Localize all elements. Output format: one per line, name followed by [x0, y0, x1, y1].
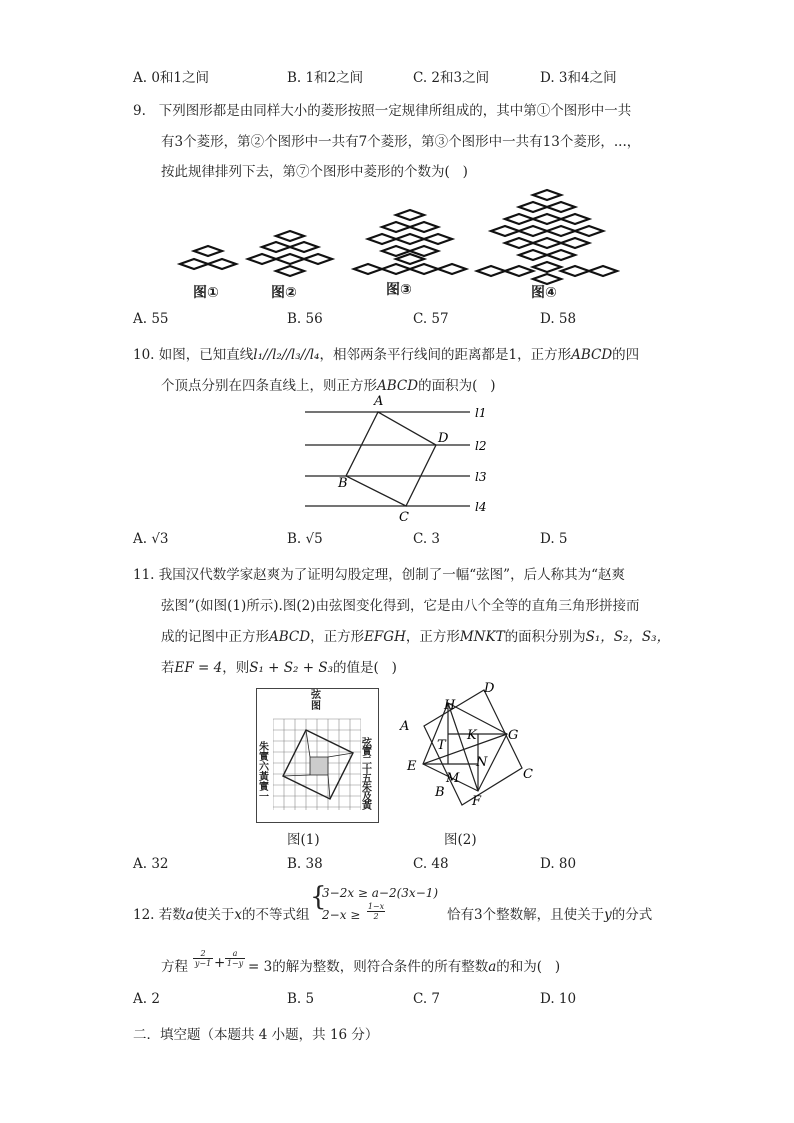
q8-option-c: C. 2和3之间 — [413, 70, 490, 86]
q10-square-name-2: ABCD — [377, 378, 419, 394]
q11-line4e: 的值是( ) — [333, 660, 397, 676]
chord-diagram-left-text: 朱實六黃實一 — [259, 742, 269, 803]
q10-parallel-lines: l₁//l₂//l₃//l₄ — [253, 347, 320, 363]
f2-numerator: a — [225, 949, 245, 959]
q8-option-a: A. 0和1之间 — [133, 70, 210, 86]
fraction-numerator: 1−x — [367, 902, 385, 911]
point-a-label: A — [374, 394, 384, 409]
fig2-label-c: C — [523, 767, 533, 782]
q9-option-c: C. 57 — [413, 311, 449, 327]
figure-label-1: 图① — [193, 285, 219, 301]
q12-line1-right — [447, 903, 652, 923]
q11-ef-value: EF = 4 — [174, 660, 223, 676]
q12-line2-rest — [248, 955, 560, 975]
point-b-label: B — [338, 476, 348, 491]
q11-areas: S₁，S₂，S₃， — [585, 629, 671, 645]
q11-option-b: B. 38 — [287, 856, 323, 872]
inequality-2: 2−x ≥ — [322, 908, 361, 922]
q11-square-abcd: ABCD — [269, 629, 311, 645]
q11-line3a: 成的记图中正方形 — [161, 629, 269, 645]
figure-2-caption: 图(2) — [444, 832, 477, 848]
f1-denominator: y−1 — [194, 959, 212, 968]
fig2-label-f: F — [472, 794, 482, 809]
q10-option-a: A. √3 — [133, 531, 169, 547]
system-brace: { — [310, 882, 327, 912]
q11-line3e: ，正方形 — [405, 629, 460, 645]
inequality-1: 3−2x ≥ a−2(3x−1) — [322, 886, 439, 900]
q11-line3c: ，正方形 — [310, 629, 365, 645]
figure-1-rhombi — [180, 246, 236, 269]
q11-option-a: A. 32 — [133, 856, 169, 872]
fig2-label-k: K — [467, 728, 477, 743]
q11-figure-2 — [390, 678, 540, 823]
q12-option-c: C. 7 — [413, 991, 441, 1007]
fig2-label-d: D — [484, 681, 495, 696]
equation-fraction-2 — [225, 949, 245, 968]
q10-square-name: ABCD — [571, 347, 613, 363]
plus-sign: + — [214, 955, 226, 971]
figure-4-rhombi — [477, 190, 617, 284]
q11-option-c: C. 48 — [413, 856, 449, 872]
q12-option-a: A. 2 — [133, 991, 160, 1007]
q11-line3 — [161, 625, 670, 645]
q12-line1e: 的不等式组 — [241, 907, 310, 923]
q12-line1c: 使关于 — [193, 907, 235, 923]
q10-parallel-lines-figure — [300, 390, 500, 525]
q11-line2: 弦图”(如图(1)所示).图(2)由弦图变化得到，它是由八个全等的直角三角形拼接而 — [161, 598, 640, 614]
fig2-label-e: E — [407, 759, 417, 774]
q11-line4a: 若 — [161, 660, 175, 676]
figure-2-rhombi — [248, 231, 332, 276]
q9-line1: 9. 下列图形都是由同样大小的菱形按照一定规律所组成的，其中第①个图形中一共 — [133, 103, 632, 119]
chord-diagram-right-text: 弦實二十五朱及黃 — [362, 738, 372, 812]
line-l3-label: l3 — [475, 470, 487, 484]
q10-line1d: 的四 — [612, 347, 640, 363]
q11-square-mnkt: MNKT — [459, 629, 505, 645]
fig2-label-h: H — [444, 698, 456, 713]
q12-line1h: 的分式 — [611, 907, 653, 923]
q8-option-d: D. 3和4之间 — [540, 70, 617, 86]
f2-denominator: 1−y — [226, 959, 244, 968]
chord-diagram-title: 弦图 — [311, 690, 321, 712]
q12-line1-left — [133, 903, 309, 923]
q9-option-a: A. 55 — [133, 311, 169, 327]
point-c-label: C — [399, 510, 409, 525]
q12-line2-start: 方程 — [161, 959, 188, 975]
zhao-shuang-chord-diagram — [256, 688, 379, 823]
chord-diagram-grid — [273, 715, 361, 810]
q12-var-a-2: a — [488, 959, 497, 975]
q12-option-b: B. 5 — [287, 991, 315, 1007]
q10-option-d: D. 5 — [540, 531, 568, 547]
q12-option-d: D. 10 — [540, 991, 577, 1007]
q12-var-y: y — [604, 907, 612, 923]
q10-line1 — [133, 343, 639, 363]
section-2-heading: 二．填空题（本题共 4 小题，共 16 分） — [133, 1027, 379, 1043]
q12-line2b: = 3的解为整数，则符合条件的所有整数 — [248, 959, 489, 975]
q11-sum-expression: S₁ + S₂ + S₃ — [249, 660, 333, 676]
f1-numerator: 2 — [193, 949, 213, 959]
q11-line3g: 的面积分别为 — [504, 629, 586, 645]
q11-option-d: D. 80 — [540, 856, 577, 872]
figure-1-caption: 图(1) — [287, 832, 320, 848]
line-l1-label: l1 — [475, 406, 487, 420]
q10-line2a: 个顶点分别在四条直线上，则正方形 — [161, 378, 377, 394]
figure-label-2: 图② — [271, 285, 297, 301]
inequality-fraction — [367, 902, 385, 921]
line-l2-label: l2 — [475, 439, 487, 453]
fig2-label-b: B — [435, 785, 445, 800]
q10-line1a: 10. 如图，已知直线 — [133, 347, 254, 363]
fig2-label-g: G — [508, 728, 519, 743]
q12-line1a: 12. 若数 — [133, 907, 186, 923]
fig2-label-n: N — [476, 755, 488, 770]
figure-label-3: 图③ — [386, 282, 412, 298]
q12-line1f: 恰有3个整数解，且使关于 — [447, 907, 605, 923]
figure-3-rhombi — [354, 210, 466, 274]
fraction-denominator: 2 — [373, 912, 379, 921]
fig2-label-a: A — [400, 719, 410, 734]
q10-line1b: ，相邻两条平行线间的距离都是1，正方形 — [319, 347, 572, 363]
q11-line4c: ，则 — [222, 660, 250, 676]
q11-line1: 11. 我国汉代数学家赵爽为了证明勾股定理，创制了一幅“弦图”，后人称其为“赵爽 — [133, 567, 625, 583]
point-d-label: D — [438, 431, 449, 446]
q11-line4 — [161, 656, 397, 676]
q12-line2d: 的和为( ) — [496, 959, 561, 975]
q9-line2: 有3个菱形，第②个图形中一共有7个菱形，第③个图形中一共有13个菱形，...， — [161, 134, 641, 150]
q10-option-c: C. 3 — [413, 531, 441, 547]
q11-square-efgh: EFGH — [364, 629, 406, 645]
q10-option-b: B. √5 — [287, 531, 323, 547]
fig2-label-m: M — [446, 771, 460, 786]
q8-option-b: B. 1和2之间 — [287, 70, 364, 86]
fig2-label-t: T — [437, 738, 446, 753]
line-l4-label: l4 — [475, 500, 487, 514]
equation-fraction-1 — [193, 949, 213, 968]
q9-line3: 按此规律排列下去，第⑦个图形中菱形的个数为( ) — [161, 164, 468, 180]
q10-line2c: 的面积为( ) — [418, 378, 496, 394]
q12-var-x: x — [234, 907, 242, 923]
q12-var-a: a — [185, 907, 194, 923]
square-efgh — [423, 703, 507, 791]
q9-option-b: B. 56 — [287, 311, 323, 327]
q9-option-d: D. 58 — [540, 311, 577, 327]
figure-label-4: 图④ — [531, 285, 557, 301]
